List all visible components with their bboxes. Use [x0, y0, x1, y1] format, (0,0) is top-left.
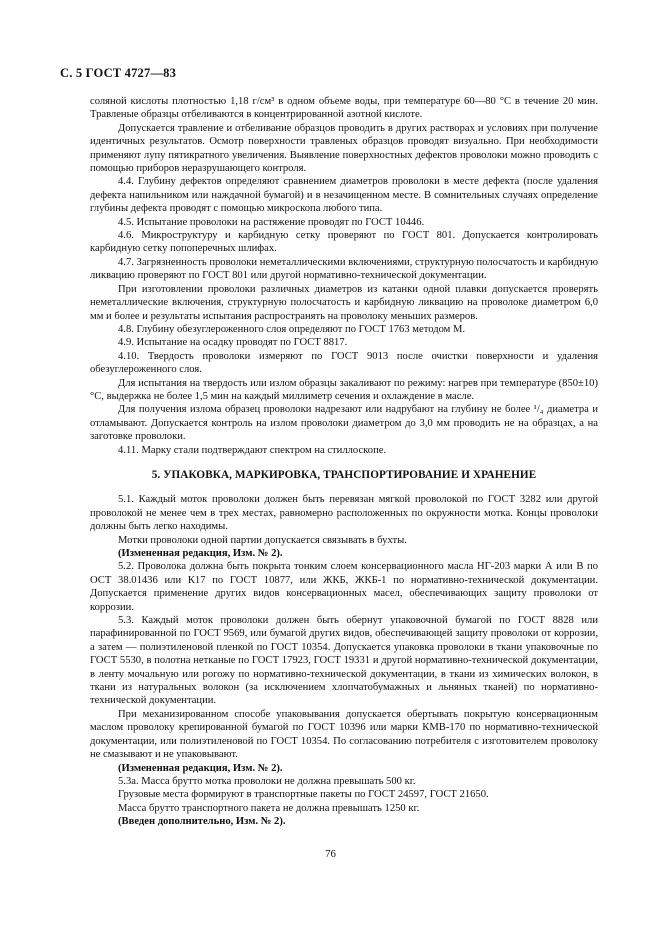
page-number: 76	[325, 848, 336, 860]
paragraph-4-8: 4.8. Глубину обезуглероженного слоя определяют по ГОСТ 1763 методом М.	[118, 323, 466, 335]
paragraph: Для испытания на твердость или излом образцы закаливают по режиму: нагрев при температуре (850±10) °С, выдержка не более 1,5 мин на каждый миллиметр сечения и охлаждение в масле.	[90, 377, 598, 402]
amendment-note: (Измененная редакция, Изм. № 2).	[118, 762, 283, 774]
paragraph: Для получения излома образец проволоки надрезают или надрубают на глубину не более ¹/₄ диаметра и отламывают. Допускается контроль на излом проволоки диаметром до 3,0 мм проводить не на образцах, а на заготовке проволоки.	[90, 404, 598, 443]
amendment-note: (Измененная редакция, Изм. № 2).	[118, 548, 283, 559]
paragraph-5-3: 5.3. Каждый моток проволоки должен быть обернут упаковочной бумагой по ГОСТ 8828 или парафинированной по ГОСТ 9569, или бумагой других видов, обеспечивающей защиту проволоки от коррозии, а затем — полиэтиленовой пленкой по ГОСТ 10354. Допускается упаковка проволоки в ткани упаковочные по ГОСТ 5530, в полотна нетканые по ГОСТ 17923, ГОСТ 19331 и другой нормативно-технической документации, в ленту мочальную или рогожу по нормативно-технической документации, в ткани из химических волокон, в ткани из натуральных волокон (за исключением хлопчатобумажных и льняных тканей) по нормативно-технической документации.	[90, 615, 598, 707]
paragraph: Масса брутто транспортного пакета не должна превышать 1250 кг.	[118, 802, 420, 814]
paragraph: Грузовые места формируют в транспортные пакеты по ГОСТ 24597, ГОСТ 21650.	[118, 789, 489, 801]
paragraph-5-1: 5.1. Каждый моток проволоки должен быть перевязан мягкой проволокой по ГОСТ 3282 или другой проволокой не менее чем в трех местах, равномерно расположенных по окружности мотка. Концы проволоки должны быть легко находимы.	[90, 494, 598, 533]
section-title: 5. УПАКОВКА, МАРКИРОВКА, ТРАНСПОРТИРОВАНИЕ И ХРАНЕНИЕ	[151, 468, 537, 481]
document-body	[90, 95, 598, 829]
paragraph-4-7: 4.7. Загрязненность проволоки неметаллическими включениями, структурную полосчатость и карбидную ликвацию проверяют по ГОСТ 801 или другой нормативно-технической документации.	[90, 256, 598, 282]
paragraph: Допускается травление и отбеливание образцов проводить в других растворах и условиях при получение идентичных результатов. Осмотр поверхности травленых образцов проводят визуально. При необходимости применяют лупу пятикратного увеличения. Выявление поверхностных дефектов проволоки можно проводить с помощью приборов неразрушающего контроля.	[90, 122, 598, 175]
page-header: С. 5 ГОСТ 4727—83	[60, 66, 177, 80]
paragraph-4-5: 4.5. Испытание проволоки на растяжение проводят по ГОСТ 10446.	[118, 216, 425, 228]
paragraph-5-2: 5.2. Проволока должна быть покрыта тонким слоем консервационного масла НГ-203 марки А или В по ОСТ 38.01436 или К17 по ГОСТ 10877, или ЖКБ, ЖКБ-1 по нормативно-технической документации. Допускается применение других видов консервационных масел, обеспечивающих защиту проволоки от коррозии.	[90, 561, 598, 613]
amendment-note: (Введен дополнительно, Изм. № 2).	[118, 816, 286, 828]
paragraph-4-10: 4.10. Твердость проволоки измеряют по ГОСТ 9013 после очистки поверхности и удаления обезуглероженного слоя.	[90, 350, 598, 376]
paragraph: При механизированном способе упаковывания допускается обертывать покрытую консервационным маслом проволоку крепированной бумагой по ГОСТ 10396 или марки КМВ-170 по нормативно-технической документации, или полиэтиленовой по ГОСТ 10354. По согласованию потребителя с изготовителем проволоку не смазывают и не упаковывают.	[90, 708, 598, 761]
paragraph-5-3a: 5.3а. Масса брутто мотка проволоки не должна превышать 500 кг.	[118, 775, 416, 787]
paragraph: Мотки проволоки одной партии допускается связывать в бухты.	[118, 534, 407, 546]
paragraph-4-9: 4.9. Испытание на осадку проводят по ГОСТ 8817.	[118, 337, 348, 349]
paragraph: При изготовлении проволоки различных диаметров из катанки одной плавки допускается проверять неметаллические включения, структурную полосчатость и карбидную ликвацию на проволоке диаметром 6,0 мм и более и результаты испытания распространять на проволоку меньших размеров.	[90, 283, 598, 322]
paragraph-4-6: 4.6. Микроструктуру и карбидную сетку проверяют по ГОСТ 801. Допускается контролировать карбидную сетку попоперечных шлифах.	[90, 230, 598, 255]
paragraph: соляной кислоты плотностью 1,18 г/см³ в одном объеме воды, при температуре 60—80 °С в течение 20 мин. Травленые образцы отбеливаются в концентрированной азотной кислоте.	[90, 96, 598, 121]
paragraph-4-11: 4.11. Марку стали подтверждают спектром на стиллоскопе.	[118, 444, 387, 456]
paragraph-4-4: 4.4. Глубину дефектов определяют сравнением диаметров проволоки в месте дефекта (после удаления дефекта напильником или наждачной бумагой) и в незачищенном месте. В сомнительных случаях определение глубины дефекта проводят с помощью микроскопа любого типа.	[90, 176, 598, 215]
